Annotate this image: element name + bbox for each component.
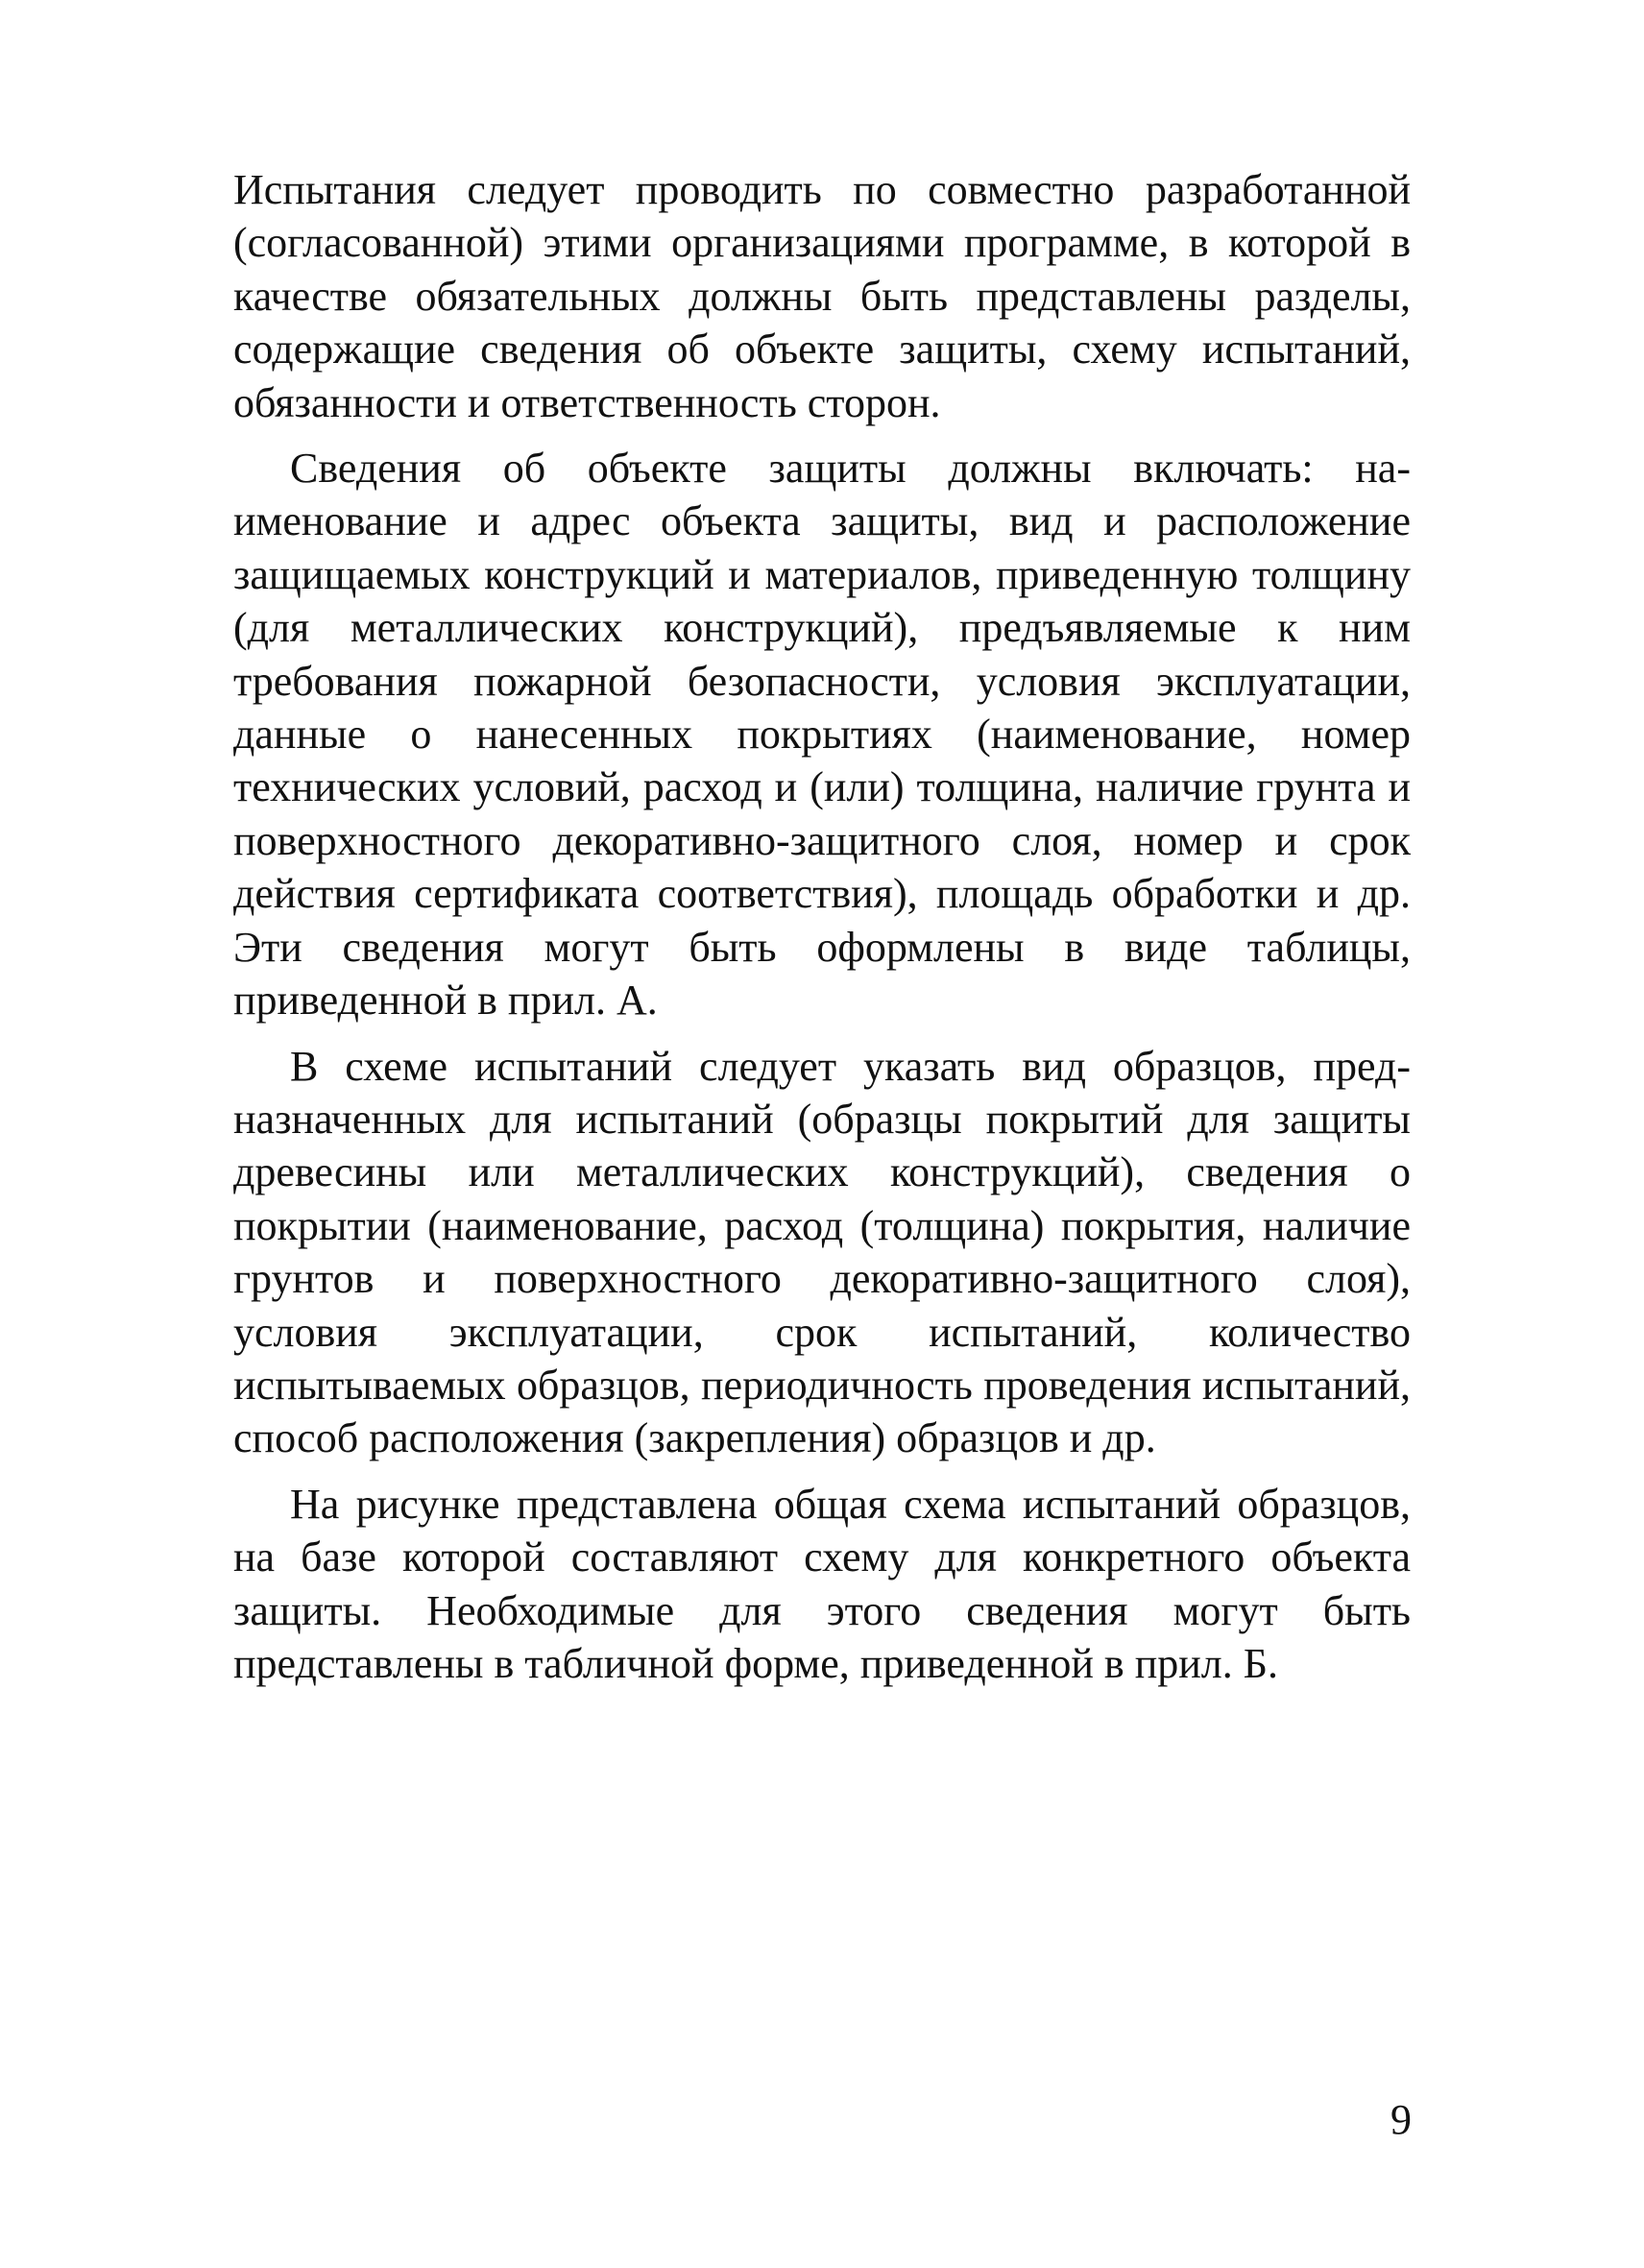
paragraph-object-info: Сведения об объекте защиты должны включать: наименование и адрес объекта защиты, вид и расположение защищаемых конструкций и материалов, приведенную толщину (для металлических конструкций), предъявляемые к ним требования пожарной безопасности, условия эксплуатации, данные о нанесенных покрытиях (наименование, номер технических условий, расход и (или) толщина, наличие грунта и поверхностного декоративно-защитного слоя, номер и срок действия сертификата соответствия), площадь обработки и др. Эти сведения могут быть оформлены в виде таблицы, приведенной в прил. А.: [233, 445, 1411, 1025]
paragraph-figure-reference: На рисунке представлена общая схема испытаний образцов, на базе которой составляют схему для конкретного объекта защиты. Необходимые для этого сведения могут быть представлены в табличной форме, приведенной в прил. Б.: [233, 1480, 1411, 1687]
paragraph-program-requirements: Испытания следует проводить по совместно разработанной (согласованной) этими организациями программе, в которой в качестве обязательных должны быть представлены разделы, содержащие сведения об объекте защиты, схему испытаний, обязанности и ответственность сторон.: [233, 166, 1411, 426]
body-text: [233, 163, 1411, 1690]
paragraph-test-scheme: В схеме испытаний следует указать вид образцов, предназначенных для испытаний (образцы покрытий для защиты древесины или металлических конструкций), сведения о покрытии (наименование, расход (толщина) покрытия, наличие грунтов и поверхностного декоративно-защитного слоя), условия эксплуатации, срок испытаний, количество испытываемых образцов, периодичность проведения испытаний, способ расположения (закрепления) образцов и др.: [233, 1042, 1411, 1462]
page-number: 9: [1390, 2096, 1412, 2143]
